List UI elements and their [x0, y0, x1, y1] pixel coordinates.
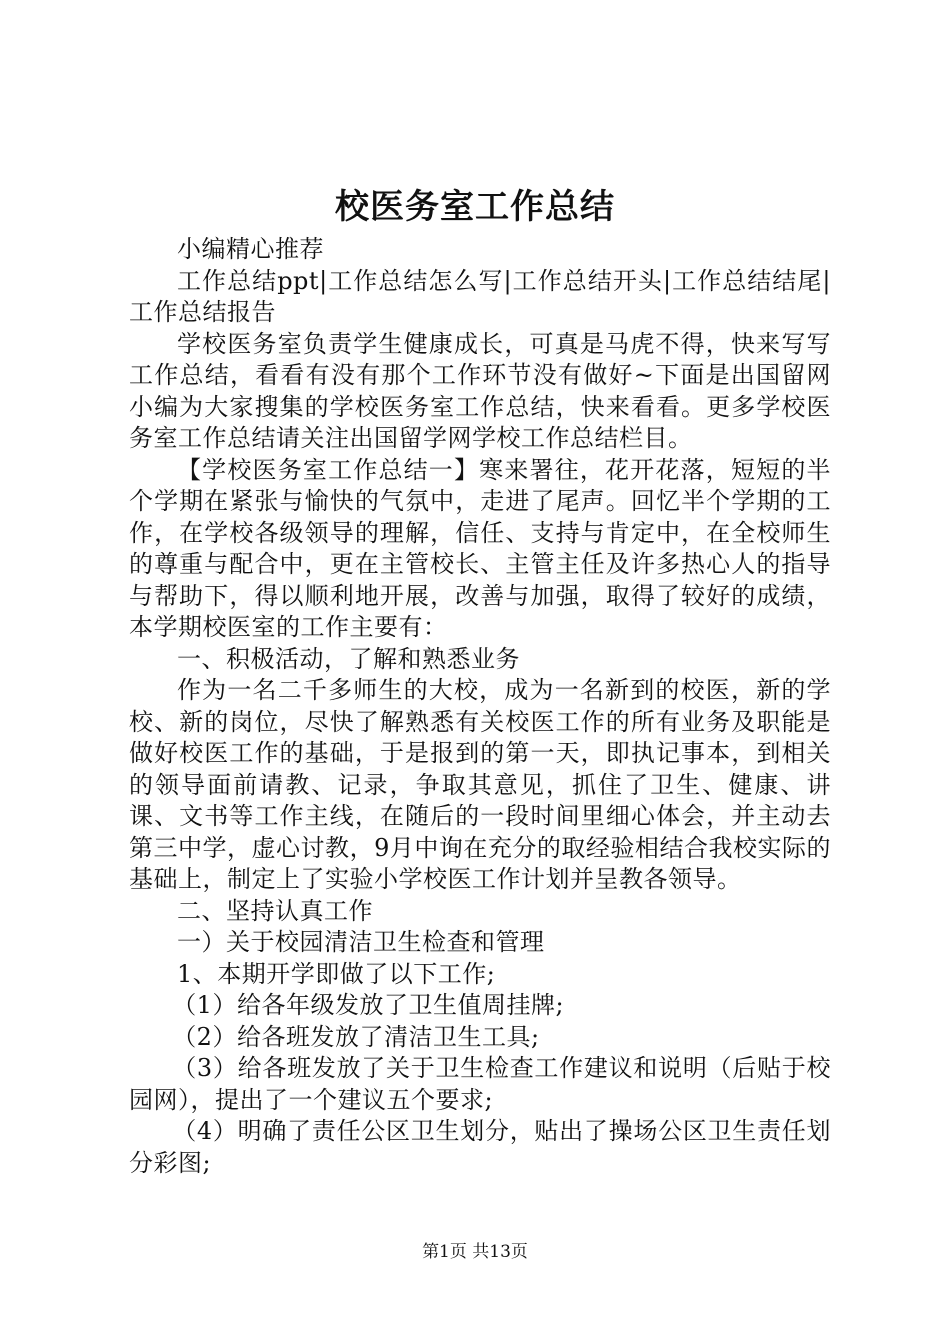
list-item-4: （4）明确了责任公区卫生划分，贴出了操场公区卫生责任划分彩图; — [129, 1117, 831, 1177]
list-item-1: （1）给各年级发放了卫生值周挂牌; — [172, 991, 565, 1019]
heading-section-one: 一、积极活动，了解和熟悉业务 — [177, 644, 520, 673]
list-item-2: （2）给各班发放了清洁卫生工具; — [172, 1022, 540, 1051]
document-title: 校医务室工作总结 — [335, 187, 615, 227]
list-intro: 1、本期开学即做了以下工作; — [177, 959, 496, 988]
heading-subsection-one: 一）关于校园清洁卫生检查和管理 — [177, 928, 545, 956]
page-number: 第1页 共13页 — [422, 1242, 528, 1262]
paragraph-recommend: 小编精心推荐 — [177, 235, 324, 263]
list-item-3: （3）给各班发放了关于卫生检查工作建议和说明（后贴于校园网），提出了一个建议五个要求; — [129, 1054, 831, 1114]
paragraph-section-one-body: 作为一名二千多师生的大校，成为一名新到的校医，新的学校、新的岗位，尽快了解熟悉有关校医工作的所有业务及职能是做好校医工作的基础，于是报到的第一天，即执记事本，到相关的领导面前请教、记录，争取其意见，抓住了卫生、健康、讲课、文书等工作主线，在随后的一段时间里细心体会，并主动去第三中学，虚心讨教，9月中询在充分的取经验相结合我校实际的基础上，制定上了实验小学校医工作计划并呈教各领导。 — [129, 676, 831, 893]
heading-section-two: 二、坚持认真工作 — [177, 896, 373, 925]
paragraph-intro: 学校医务室负责学生健康成长，可真是马虎不得，快来写写工作总结，看看有没有那个工作环节没有做好~下面是出国留网小编为大家搜集的学校医务室工作总结，快来看看。更多学校医务室工作总结请关注出国留学网学校工作总结栏目。 — [129, 329, 831, 452]
document-body — [129, 234, 831, 1179]
paragraph-related-links: 工作总结ppt|工作总结怎么写|工作总结开头|工作总结结尾|工作总结报告 — [129, 266, 831, 326]
paragraph-summary-one: 【学校医务室工作总结一】寒来署往，花开花落，短短的半个学期在紧张与愉快的气氛中，走进了尾声。回忆半个学期的工作，在学校各级领导的理解，信任、支持与肯定中，在全校师生的尊重与配合中，更在主管校长、主管主任及许多热心人的指导与帮助下，得以顺利地开展，改善与加强，取得了较好的成绩，本学期校医室的工作主要有： — [129, 455, 831, 641]
